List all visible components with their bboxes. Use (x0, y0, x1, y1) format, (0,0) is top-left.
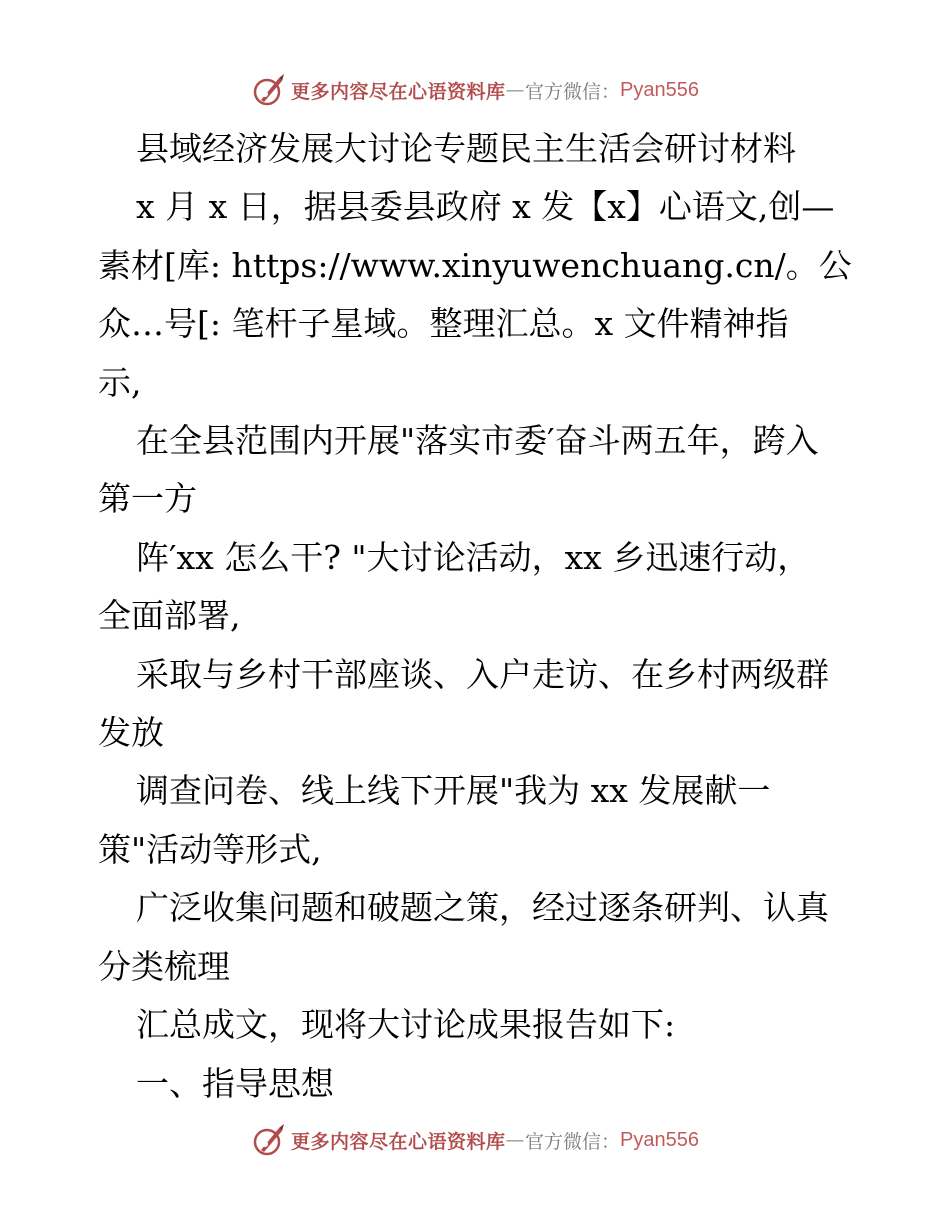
watermark-wechat-id: Pyan556 (620, 1128, 699, 1151)
paragraph-line: 汇总成文，现将大讨论成果报告如下: (136, 1005, 676, 1045)
paragraph-line: 策"活动等形式, (98, 829, 322, 869)
watermark-main-text: 更多内容尽在心语资料库 (291, 1130, 506, 1153)
document-body (98, 120, 858, 1113)
paragraph-line: 全面部署, (98, 596, 241, 636)
watermark-wechat-label: 官方微信： (525, 80, 621, 103)
watermark-wechat-label: 官方微信： (525, 1130, 621, 1153)
watermark-dash: — (505, 1129, 526, 1151)
section-heading: 一、指导思想 (136, 1063, 334, 1103)
header-watermark (0, 70, 950, 110)
paragraph-line: 调查问卷、线上线下开展"我为 xx 发展献一 (136, 771, 771, 811)
paragraph-line: 示, (98, 362, 142, 402)
paragraph-line: 第一方 (98, 479, 197, 519)
paragraph-line: 广泛收集问题和破题之策，经过逐条研判、认真 (136, 888, 829, 928)
watermark-wechat-id: Pyan556 (620, 78, 699, 101)
paragraph-line: x 月 x 日，据县委县政府 x 发【x】心语文,创— (136, 187, 835, 227)
paragraph-line: 采取与乡村干部座谈、入户走访、在乡村两级群 (136, 654, 829, 694)
watermark-dash: — (505, 79, 526, 101)
watermark-group (251, 72, 699, 108)
watermark-group (251, 1122, 699, 1158)
paragraph-line: 分类梳理 (98, 946, 230, 986)
quill-logo-icon (251, 1122, 287, 1158)
quill-logo-icon (251, 72, 287, 108)
paragraph-line: 素材[库: https://www.xinyuwenchuang.cn/。公 (98, 245, 852, 285)
footer-watermark (0, 1120, 950, 1160)
watermark-main-text: 更多内容尽在心语资料库 (291, 80, 506, 103)
paragraph-line: 众…号[: 笔杆子星域。整理汇总。x 文件精神指 (98, 304, 789, 344)
paragraph-line: 在全县范围内开展"落实市委′奋斗两五年，跨入 (136, 421, 819, 461)
paragraph-line: 发放 (98, 713, 164, 753)
paragraph-line: 阵′xx 怎么干? "大讨论活动，xx 乡迅速行动， (136, 537, 811, 577)
document-title: 县域经济发展大讨论专题民主生活会研讨材料 (136, 129, 796, 168)
